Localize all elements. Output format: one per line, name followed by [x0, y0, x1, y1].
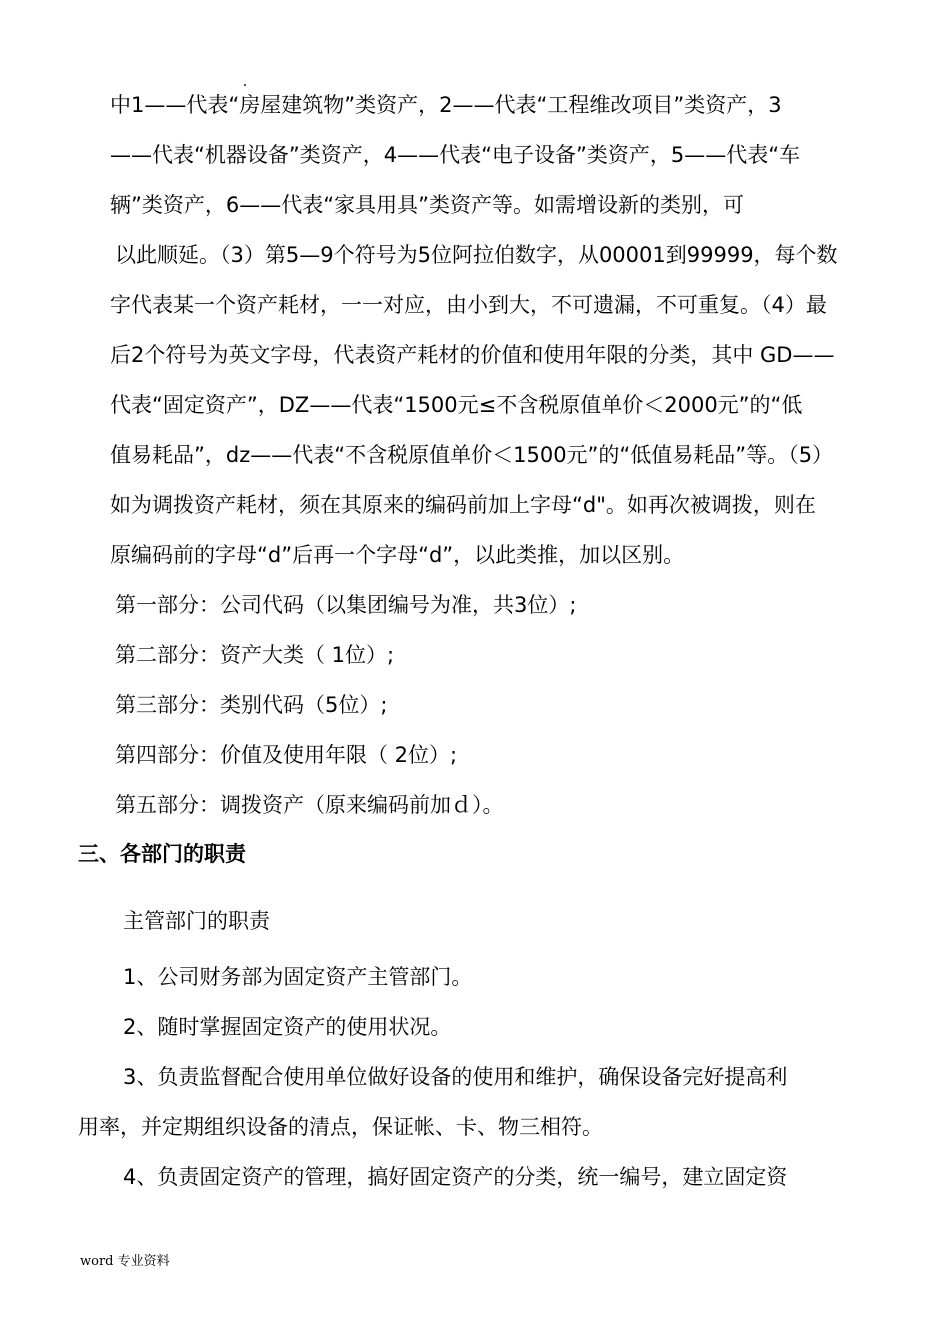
paragraph-line: 原编码前的字母“d”后再一个字母“d”，以此类推，加以区别。 [110, 543, 685, 567]
subheading: 主管部门的职责 [123, 909, 270, 933]
duty-item: 2、随时掌握固定资产的使用状况。 [123, 1015, 452, 1039]
scan-dot [244, 84, 246, 86]
paragraph-line: 后2个符号为英文字母，代表资产耗材的价值和使用年限的分类，其中 GD—— [110, 343, 835, 367]
code-part-item: 第二部分：资产大类（ 1位）; [115, 643, 395, 667]
paragraph-line: ——代表“机器设备”类资产，4——代表“电子设备”类资产，5——代表“车 [110, 143, 801, 167]
paragraph-line: 字代表某一个资产耗材，一一对应，由小到大，不可遗漏，不可重复。（4）最 [110, 293, 827, 317]
code-part-item: 第五部分：调拨资产（原来编码前加ｄ）。 [115, 793, 504, 817]
paragraph-line: 以此顺延。（3）第5—9个符号为5位阿拉伯数字，从00001到99999，每个数 [115, 243, 838, 267]
paragraph-line: 如为调拨资产耗材，须在其原来的编码前加上字母“d"。如再次被调拨，则在 [110, 493, 816, 517]
duty-item-continuation: 用率，并定期组织设备的清点，保证帐、卡、物三相符。 [78, 1115, 603, 1139]
page-footer: word 专业资料 [80, 1254, 170, 1269]
code-part-item: 第四部分：价值及使用年限（ 2位）; [115, 743, 458, 767]
duty-item: 4、负责固定资产的管理，搞好固定资产的分类，统一编号，建立固定资 [123, 1165, 788, 1189]
code-part-item: 第三部分：类别代码（5位）; [115, 693, 388, 717]
paragraph-line: 代表“固定资产”，DZ——代表“1500元≤不含税原值单价＜2000元”的“低 [110, 393, 803, 417]
paragraph-line: 中1——代表“房屋建筑物”类资产，2——代表“工程维改项目”类资产，3 [110, 93, 782, 117]
code-part-item: 第一部分：公司代码（以集团编号为准，共3位）; [115, 593, 577, 617]
paragraph-line: 辆”类资产，6——代表“家具用具”类资产等。如需增设新的类别，可 [110, 193, 744, 217]
paragraph-line: 值易耗品”，dz——代表“不含税原值单价＜1500元”的“低值易耗品”等。（5） [110, 443, 834, 467]
duty-item: 3、负责监督配合使用单位做好设备的使用和维护，确保设备完好提高利 [123, 1065, 788, 1089]
section-heading: 三、各部门的职责 [78, 842, 246, 866]
duty-item: 1、公司财务部为固定资产主管部门。 [123, 965, 473, 989]
